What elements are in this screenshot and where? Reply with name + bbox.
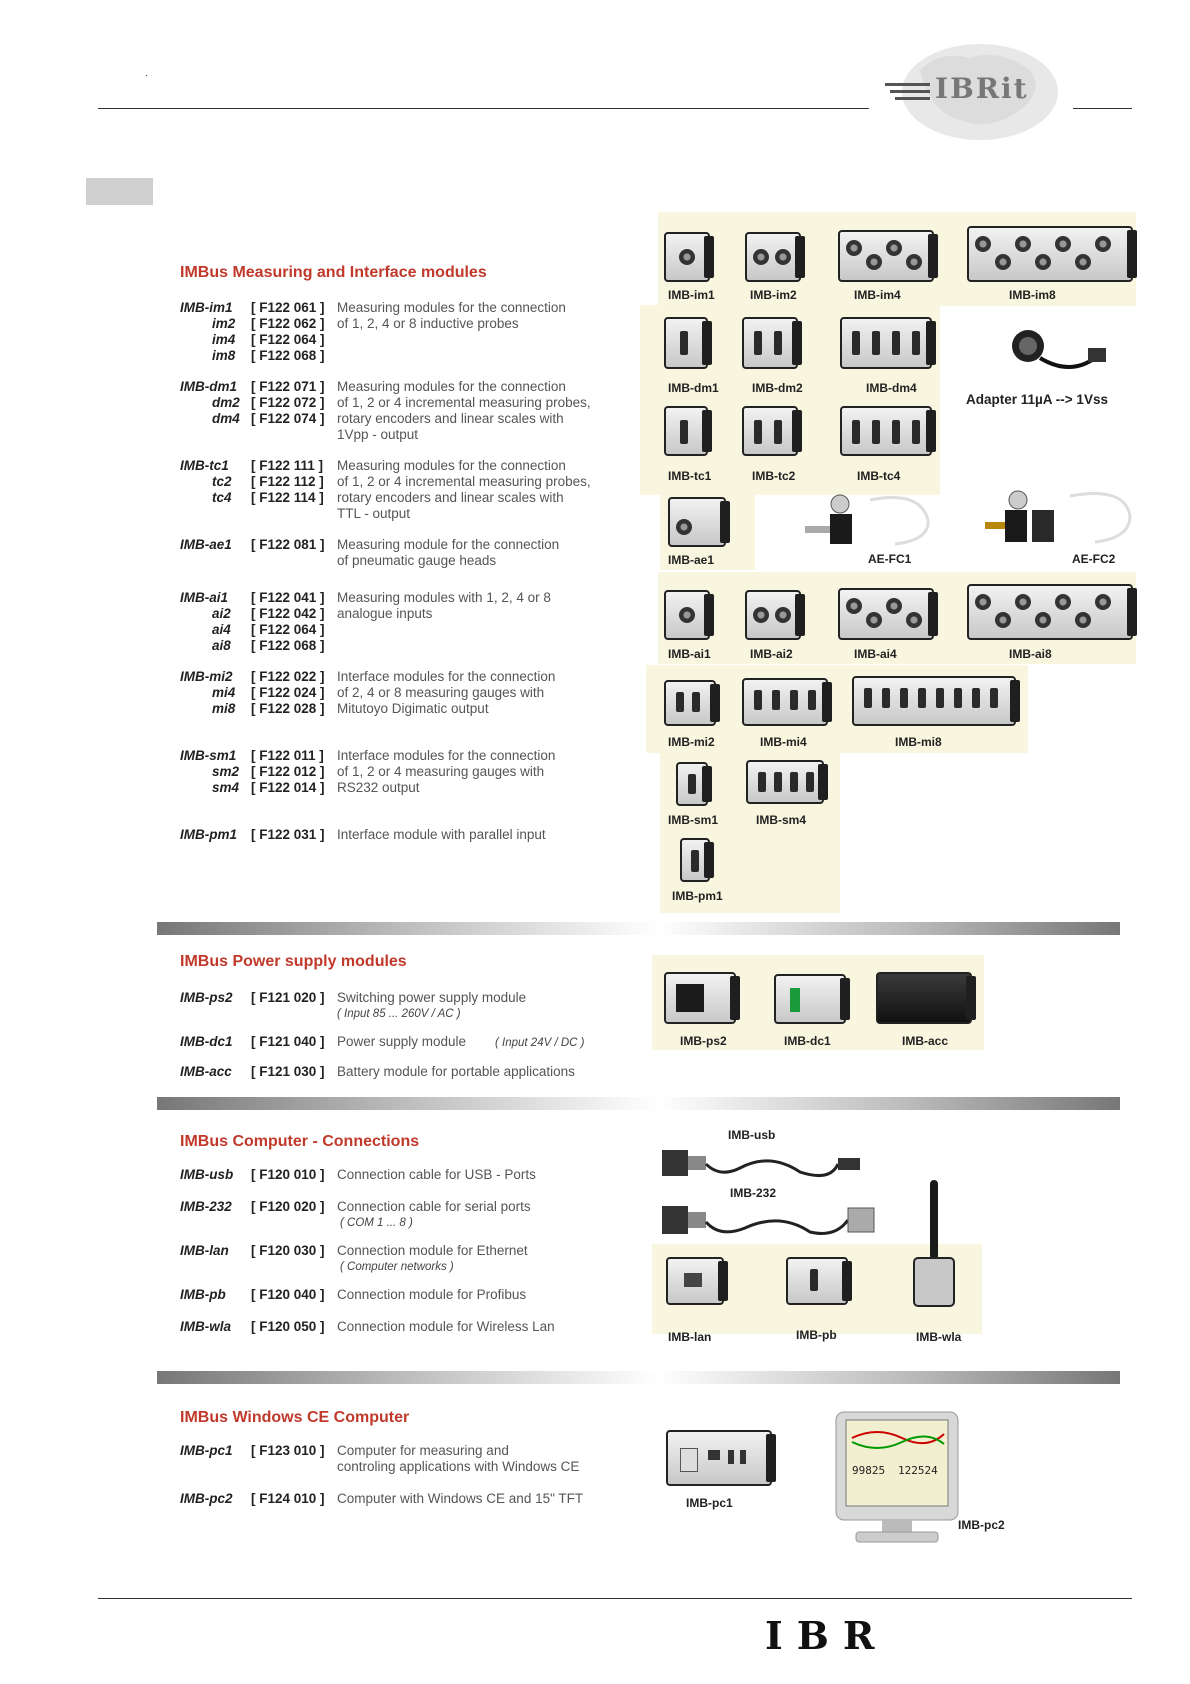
label-tc2: IMB-tc2 — [752, 469, 796, 483]
label-im8: IMB-im8 — [1009, 288, 1056, 302]
article-number: [ F124 010 ] — [251, 1491, 325, 1506]
module-code: IMB-mi2 — [180, 669, 233, 684]
article-number: [ F122 112 ] — [251, 474, 324, 489]
header-rule-right — [1073, 108, 1132, 109]
header-rule-left — [98, 108, 869, 109]
module-code: im8 — [212, 348, 236, 363]
module-code: IMB-pc1 — [180, 1443, 233, 1458]
module-ai2-image — [745, 590, 801, 640]
module-tc1-image — [664, 406, 708, 456]
module-description: Interface modules for the connection — [337, 748, 556, 763]
section-tab — [86, 178, 153, 205]
module-code: dm4 — [212, 411, 240, 426]
module-tc2-image — [742, 406, 798, 456]
module-code: IMB-acc — [180, 1064, 232, 1079]
module-code: IMB-ae1 — [180, 537, 232, 552]
article-number: [ F121 020 ] — [251, 990, 325, 1005]
module-dm4-image — [840, 317, 932, 369]
label-mi4: IMB-mi4 — [760, 735, 807, 749]
module-code: IMB-pc2 — [180, 1491, 233, 1506]
article-number: [ F122 064 ] — [251, 332, 325, 347]
module-code: IMB-usb — [180, 1167, 234, 1182]
module-description: of 1, 2, 4 or 8 inductive probes — [337, 316, 519, 331]
section-divider — [157, 922, 1120, 935]
article-number: [ F122 012 ] — [251, 764, 325, 779]
header-dot: . — [145, 68, 148, 79]
adapter-cable-image — [1000, 318, 1110, 380]
label-wla: IMB-wla — [916, 1330, 962, 1344]
module-mi2-image — [664, 680, 716, 726]
tft-monitor-icon — [832, 1408, 962, 1546]
module-description: Computer for measuring and — [337, 1443, 509, 1458]
module-pc1-image — [666, 1430, 772, 1486]
article-number: [ F122 068 ] — [251, 348, 325, 363]
article-number: [ F122 022 ] — [251, 669, 325, 684]
module-code: IMB-ai1 — [180, 590, 229, 605]
svg-text:122524: 122524 — [898, 1464, 938, 1477]
module-dm1-image — [664, 317, 708, 369]
module-description: Measuring module for the connection — [337, 537, 560, 552]
usb-cable-icon — [660, 1142, 870, 1182]
module-code: ai8 — [212, 638, 231, 653]
module-note: ( Input 24V / DC ) — [495, 1037, 585, 1049]
module-description: TTL - output — [337, 506, 411, 521]
module-description: of 1, 2 or 4 incremental measuring probes, — [337, 395, 591, 410]
label-ai4: IMB-ai4 — [854, 647, 897, 661]
section-title-power: IMBus Power supply modules — [180, 953, 407, 970]
module-code: sm4 — [212, 780, 240, 795]
module-code: tc4 — [212, 490, 232, 505]
label-pm1: IMB-pm1 — [672, 889, 723, 903]
world-map-logo-icon — [880, 40, 1060, 140]
article-number: [ F122 042 ] — [251, 606, 325, 621]
module-ae1-image — [668, 497, 726, 547]
module-code: dm2 — [212, 395, 240, 410]
module-sm1-image — [676, 762, 708, 806]
article-number: [ F122 011 ] — [251, 748, 324, 763]
label-ps2: IMB-ps2 — [680, 1034, 727, 1048]
serial-cable-image — [660, 1198, 880, 1242]
article-number: [ F122 068 ] — [251, 638, 325, 653]
module-description: Connection module for Ethernet — [337, 1243, 528, 1258]
module-description: Connection cable for USB - Ports — [337, 1167, 536, 1182]
article-number: [ F122 081 ] — [251, 537, 325, 552]
label-pc1: IMB-pc1 — [686, 1496, 733, 1510]
module-description: RS232 output — [337, 780, 420, 795]
article-number: [ F122 028 ] — [251, 701, 325, 716]
module-tc4-image — [840, 406, 932, 456]
cable-icon — [1000, 318, 1110, 380]
label-ai1: IMB-ai1 — [668, 647, 711, 661]
article-number: [ F120 020 ] — [251, 1199, 325, 1214]
module-description: rotary encoders and linear scales with — [337, 490, 564, 505]
label-usb: IMB-usb — [728, 1128, 776, 1142]
module-description: Battery module for portable applications — [337, 1064, 575, 1079]
module-code: mi4 — [212, 685, 236, 700]
label-im2: IMB-im2 — [750, 288, 797, 302]
module-description: Power supply module — [337, 1034, 467, 1049]
article-number: [ F122 064 ] — [251, 622, 325, 637]
module-pc2-image — [832, 1408, 962, 1546]
module-description: Interface module with parallel input — [337, 827, 546, 842]
label-232: IMB-232 — [730, 1186, 777, 1200]
footer-rule — [98, 1598, 1132, 1599]
svg-text:99825: 99825 — [852, 1464, 886, 1477]
module-note: ( Input 85 ... 260V / AC ) — [337, 1008, 461, 1020]
module-description: Measuring modules with 1, 2, 4 or 8 — [337, 590, 551, 605]
label-adapter: Adapter 11µA --> 1Vss — [966, 392, 1108, 407]
article-number: [ F122 111 ] — [251, 458, 324, 473]
module-description: Connection cable for serial ports — [337, 1199, 531, 1214]
module-sm4-image — [746, 760, 824, 804]
module-code: IMB-232 — [180, 1199, 232, 1214]
module-dm2-image — [742, 317, 798, 369]
module-im2-image — [745, 232, 801, 282]
module-description: of pneumatic gauge heads — [337, 553, 497, 568]
article-number: [ F122 062 ] — [251, 316, 325, 331]
module-code: ai4 — [212, 622, 231, 637]
label-aefc2: AE-FC2 — [1072, 552, 1116, 566]
module-description: Measuring modules for the connection — [337, 379, 566, 394]
filter-regulator-icon — [800, 490, 940, 550]
module-code: mi8 — [212, 701, 236, 716]
section-title-computer: IMBus Computer - Connections — [180, 1133, 420, 1150]
module-code: IMB-pb — [180, 1287, 226, 1302]
module-code: IMB-wla — [180, 1319, 232, 1334]
module-description: Switching power supply module — [337, 990, 527, 1005]
module-description: Connection module for Wireless Lan — [337, 1319, 555, 1334]
serial-cable-icon — [660, 1198, 880, 1242]
svg-text:IBR: IBR — [765, 1615, 889, 1655]
module-code: ai2 — [212, 606, 231, 621]
article-number: [ F120 010 ] — [251, 1167, 325, 1182]
label-dm2: IMB-dm2 — [752, 381, 803, 395]
article-number: [ F122 061 ] — [251, 300, 325, 315]
ibr-logo-icon — [765, 1615, 935, 1655]
module-im4-image — [838, 230, 934, 282]
label-sm1: IMB-sm1 — [668, 813, 719, 827]
module-mi8-image — [852, 676, 1016, 726]
article-number: [ F121 040 ] — [251, 1034, 325, 1049]
article-number: [ F122 072 ] — [251, 395, 325, 410]
ae-fc2-image — [980, 486, 1140, 548]
module-acc-image — [876, 972, 972, 1024]
label-mi2: IMB-mi2 — [668, 735, 715, 749]
ibrit-logo — [880, 40, 1060, 140]
ibr-footer-logo — [765, 1615, 935, 1655]
module-description: 1Vpp - output — [337, 427, 419, 442]
label-pb: IMB-pb — [796, 1328, 837, 1342]
section-divider — [157, 1097, 1120, 1110]
module-code: IMB-dm1 — [180, 379, 237, 394]
label-im1: IMB-im1 — [668, 288, 715, 302]
article-number: [ F121 030 ] — [251, 1064, 325, 1079]
module-description: Connection module for Profibus — [337, 1287, 527, 1302]
module-lan-image — [666, 1257, 724, 1305]
module-description: Interface modules for the connection — [337, 669, 556, 684]
label-tc1: IMB-tc1 — [668, 469, 712, 483]
module-description: Measuring modules for the connection — [337, 300, 566, 315]
label-pc2: IMB-pc2 — [958, 1518, 1005, 1532]
label-ae1: IMB-ae1 — [668, 553, 715, 567]
module-description: of 1, 2 or 4 measuring gauges with — [337, 764, 545, 779]
module-code: sm2 — [212, 764, 240, 779]
section-divider — [157, 1371, 1120, 1384]
module-description: analogue inputs — [337, 606, 433, 621]
module-pm1-image — [680, 838, 710, 882]
module-code: IMB-im1 — [180, 300, 233, 315]
label-aefc1: AE-FC1 — [868, 552, 912, 566]
label-acc: IMB-acc — [902, 1034, 949, 1048]
module-dc1-image — [774, 974, 846, 1024]
module-code: IMB-dc1 — [180, 1034, 233, 1049]
filter-regulator-icon — [980, 486, 1140, 548]
label-ai8: IMB-ai8 — [1009, 647, 1052, 661]
antenna-icon — [912, 1178, 956, 1308]
label-tc4: IMB-tc4 — [857, 469, 901, 483]
usb-cable-image — [660, 1142, 870, 1182]
module-pb-image — [786, 1257, 848, 1305]
module-note: ( Computer networks ) — [340, 1261, 454, 1273]
module-code: IMB-tc1 — [180, 458, 229, 473]
module-code: IMB-ps2 — [180, 990, 233, 1005]
ae-fc1-image — [800, 490, 940, 550]
module-ai1-image — [664, 590, 710, 640]
module-im1-image — [664, 232, 710, 282]
module-ai4-image — [838, 588, 934, 640]
label-dm4: IMB-dm4 — [866, 381, 917, 395]
module-code: im4 — [212, 332, 236, 347]
section-title-measuring: IMBus Measuring and Interface modules — [180, 264, 487, 281]
module-description: Mitutoyo Digimatic output — [337, 701, 489, 716]
label-dm1: IMB-dm1 — [668, 381, 719, 395]
module-description-cont: controling applications with Windows CE — [337, 1459, 580, 1474]
module-ps2-image — [664, 972, 736, 1024]
module-code: IMB-pm1 — [180, 827, 237, 842]
svg-text:IBRit: IBRit — [935, 72, 1029, 105]
article-number: [ F122 014 ] — [251, 780, 325, 795]
module-im8-image — [967, 226, 1133, 282]
module-ai8-image — [967, 584, 1133, 640]
module-description: of 1, 2 or 4 incremental measuring probes, — [337, 474, 591, 489]
article-number: [ F122 024 ] — [251, 685, 325, 700]
module-wla-image — [912, 1178, 956, 1308]
label-ai2: IMB-ai2 — [750, 647, 793, 661]
article-number: [ F120 050 ] — [251, 1319, 325, 1334]
article-number: [ F122 114 ] — [251, 490, 324, 505]
article-number: [ F123 010 ] — [251, 1443, 325, 1458]
article-number: [ F122 074 ] — [251, 411, 325, 426]
label-mi8: IMB-mi8 — [895, 735, 942, 749]
article-number: [ F122 031 ] — [251, 827, 325, 842]
article-number: [ F122 041 ] — [251, 590, 325, 605]
module-mi4-image — [742, 678, 828, 726]
module-description: Computer with Windows CE and 15" TFT — [337, 1491, 584, 1506]
module-note: ( COM 1 ... 8 ) — [340, 1217, 413, 1229]
module-code: tc2 — [212, 474, 232, 489]
label-im4: IMB-im4 — [854, 288, 901, 302]
article-number: [ F120 030 ] — [251, 1243, 325, 1258]
module-code: im2 — [212, 316, 236, 331]
module-description: Measuring modules for the connection — [337, 458, 566, 473]
label-dc1: IMB-dc1 — [784, 1034, 831, 1048]
article-number: [ F122 071 ] — [251, 379, 325, 394]
article-number: [ F120 040 ] — [251, 1287, 325, 1302]
label-lan: IMB-lan — [668, 1330, 712, 1344]
module-description: of 2, 4 or 8 measuring gauges with — [337, 685, 545, 700]
label-sm4: IMB-sm4 — [756, 813, 807, 827]
section-title-wince: IMBus Windows CE Computer — [180, 1409, 410, 1426]
module-code: IMB-lan — [180, 1243, 229, 1258]
module-code: IMB-sm1 — [180, 748, 237, 763]
module-description: rotary encoders and linear scales with — [337, 411, 564, 426]
